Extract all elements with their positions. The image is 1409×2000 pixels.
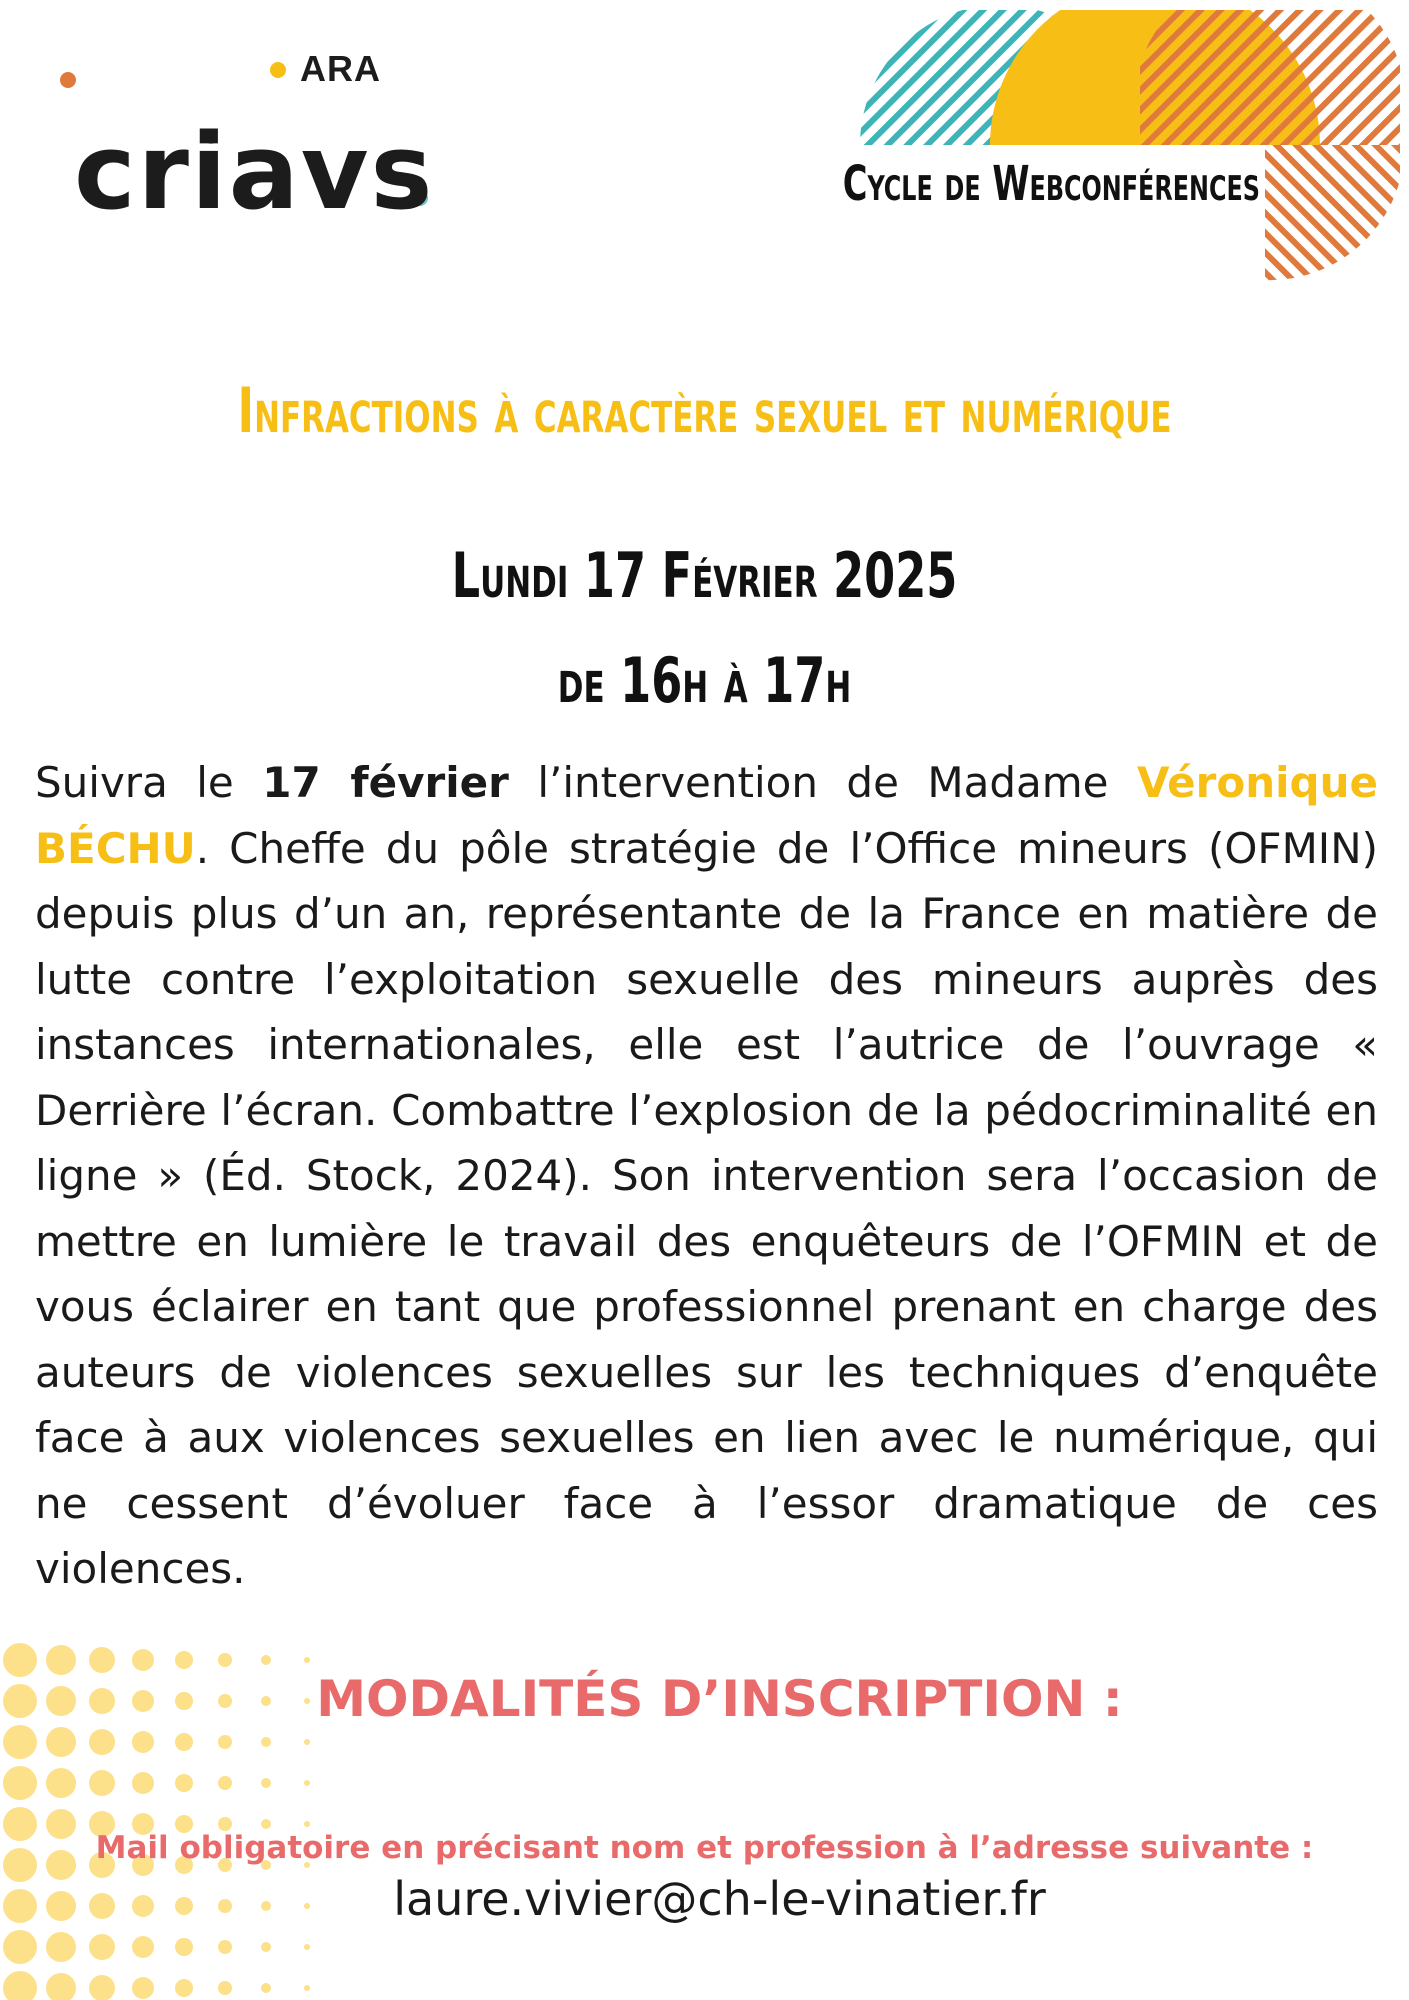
halftone-dot: [175, 1979, 193, 1997]
halftone-dot: [3, 1971, 37, 2000]
logo-dot-orange: [60, 72, 76, 88]
description-mid: l’intervention de Madame: [508, 758, 1137, 807]
halftone-dot: [304, 1821, 310, 1827]
logo-dot-yellow: [270, 62, 286, 78]
halftone-dot: [89, 1770, 115, 1796]
halftone-dot: [304, 1944, 310, 1950]
halftone-dot: [218, 1776, 232, 1790]
halftone-dot: [132, 1649, 154, 1671]
halftone-dot: [304, 1657, 310, 1663]
registration-email[interactable]: laure.vivier@ch-le-vinatier.fr: [393, 1872, 1046, 1926]
criavs-logo: [60, 40, 460, 233]
halftone-dot: [261, 1942, 271, 1952]
halftone-dot: [304, 1780, 310, 1786]
description-intro: Suivra le: [35, 758, 263, 807]
halftone-dot: [261, 1778, 271, 1788]
registration-instruction: Mail obligatoire en précisant nom et profession à l’adresse suivante :: [95, 1830, 1314, 1866]
halftone-dot: [89, 1975, 115, 2000]
halftone-dot: [218, 1735, 232, 1749]
halftone-dot: [218, 1653, 232, 1667]
description-body: . Cheffe du pôle stratégie de l’Office mineurs (OFMIN) depuis plus d’un an, représentante de la France en matière de lutte contre l’exploitation sexuelle des mineurs auprès des instances internationales, elle est l’autrice de l’ouvrage « Derrière l’écran. Combattre l’explosion de la pédocriminalité en ligne » (Éd. Stock, 2024). Son intervention sera l’occasion de mettre en lumière le travail des enquêteurs de l’OFMIN et de vous éclairer en tant que professionnel prenant en charge des auteurs de violences sexuelles sur les techniques d’enquête face à aux violences sexuelles en lien avec le numérique, qui ne cessent d’évoluer face à l’essor dramatique de ces violences.: [35, 823, 1378, 1593]
header-decoration: [860, 10, 1400, 285]
halftone-dot: [304, 1985, 310, 1991]
halftone-dot: [175, 1938, 193, 1956]
logo-region: ARA: [300, 48, 381, 89]
halftone-dot: [46, 1768, 76, 1798]
event-description: [35, 750, 1378, 1602]
halftone-dot: [132, 1977, 154, 1999]
halftone-dot: [3, 1766, 37, 1800]
halftone-dot: [261, 1655, 271, 1665]
halftone-dot: [261, 1737, 271, 1747]
halftone-dot: [3, 1725, 37, 1759]
halftone-dot: [218, 1981, 232, 1995]
event-time: de 16h à 17h: [557, 644, 852, 717]
speaker-name: Véronique BÉCHU: [35, 758, 1378, 873]
halftone-dot: [218, 1817, 232, 1831]
halftone-dot: [132, 1936, 154, 1958]
halftone-dot: [175, 1651, 193, 1669]
logo-wordmark: criavs: [74, 111, 435, 233]
halftone-dot: [132, 1731, 154, 1753]
registration-title: MODALITÉS D’INSCRIPTION :: [316, 1670, 1123, 1728]
halftone-dot: [132, 1772, 154, 1794]
halftone-dot: [175, 1733, 193, 1751]
description-date: 17 février: [262, 758, 509, 807]
halftone-dot: [89, 1729, 115, 1755]
series-title: Cycle de Webconférences: [842, 156, 1260, 212]
halftone-dot: [261, 1819, 271, 1829]
halftone-dot: [304, 1739, 310, 1745]
halftone-dot: [46, 1932, 76, 1962]
event-date: Lundi 17 Février 2025: [451, 539, 958, 612]
halftone-dot: [89, 1934, 115, 1960]
halftone-dot: [46, 1973, 76, 2000]
halftone-dot: [46, 1727, 76, 1757]
halftone-dot: [3, 1930, 37, 1964]
halftone-dot: [175, 1774, 193, 1792]
deco-orange-lobe: [1140, 10, 1400, 145]
event-title: Infractions à caractère sexuel et numérique: [237, 374, 1172, 447]
halftone-dot: [218, 1940, 232, 1954]
halftone-dot: [261, 1983, 271, 1993]
